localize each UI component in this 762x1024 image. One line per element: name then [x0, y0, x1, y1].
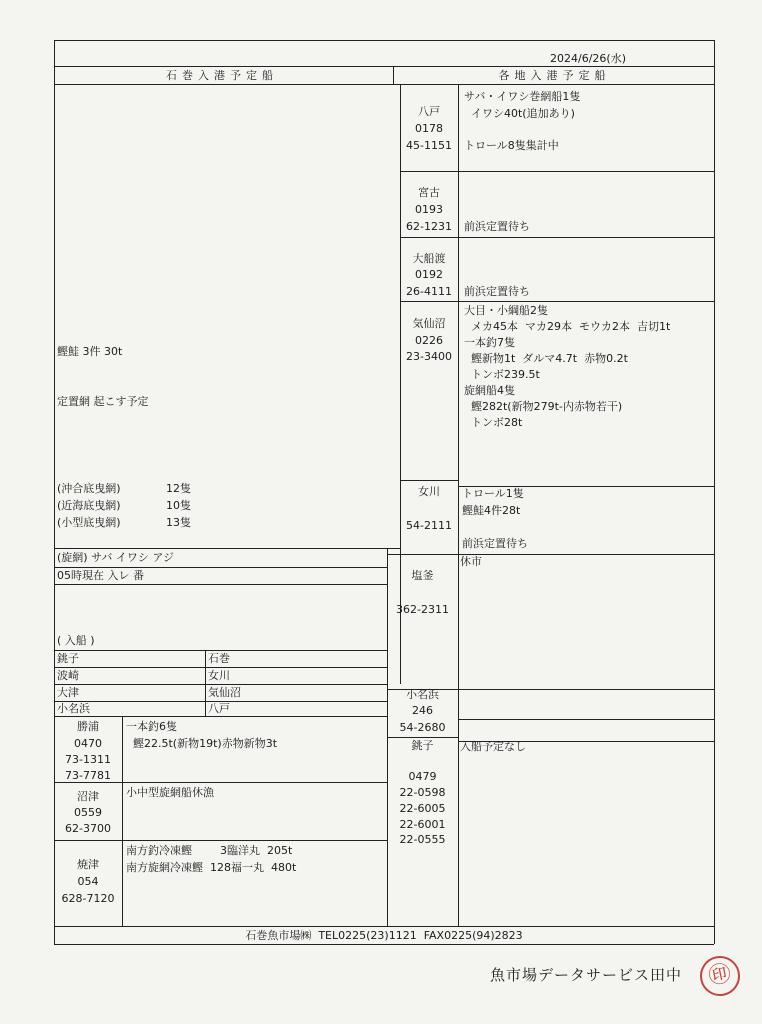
rule: [400, 171, 714, 172]
port-tel: 0479: [408, 770, 437, 783]
port-tel: 0226: [415, 334, 443, 347]
port-tel: 246: [412, 704, 433, 717]
port-tel: 62-3700: [65, 822, 111, 835]
frame-bottom: [54, 944, 714, 945]
nyusen-port: 波崎: [57, 669, 79, 682]
port-tel: 22-0555: [399, 833, 446, 846]
port-tel: 54-2680: [399, 721, 446, 734]
katsuo-line: 鰹鮭 3件 30t: [57, 345, 123, 358]
port-tel: 73-1311: [65, 753, 111, 766]
document-date: 2024/6/26(水): [550, 52, 626, 65]
nyusen-port: 大津: [57, 686, 79, 699]
rule: [54, 840, 387, 841]
catch-line: 大目・小綱船2隻: [464, 304, 548, 317]
catch-line: 鰹282t(新物279t-内赤物若干): [464, 400, 623, 413]
nyusen-port: 小名浜: [57, 702, 90, 715]
port-name: 勝浦: [77, 720, 99, 733]
port-name: 塩釜: [411, 569, 434, 582]
rule: [400, 84, 401, 684]
port-tel: 0559: [74, 806, 102, 819]
rule: [400, 301, 714, 302]
port-tel: 26-4111: [406, 285, 452, 298]
footer-contact: 石巻魚市場㈱ TEL0225(23)1121 FAX0225(94)2823: [245, 929, 523, 942]
port-tel: 54-2111: [406, 519, 452, 532]
catch-line: メカ45本 マカ29本 モウカ2本 吉切1t: [464, 320, 671, 333]
rule: [458, 84, 459, 926]
port-tel: 45-1151: [406, 139, 452, 152]
catch-line: トロール8隻集計中: [464, 139, 559, 152]
senmou-line: (旋網) サバ イワシ アジ: [57, 551, 174, 564]
frame-top: [54, 40, 714, 41]
catch-line: 鰹22.5t(新物19t)赤物新物3t: [126, 737, 278, 750]
catch-line: 小中型旋網船休漁: [126, 786, 214, 799]
catch-line: 鰹新物1t ダルマ4.7t 赤物0.2t: [464, 352, 628, 365]
nyusen-port: 女川: [208, 669, 230, 682]
port-tel: 62-1231: [406, 220, 452, 233]
port-tel: 73-7781: [65, 769, 111, 782]
rule: [393, 66, 394, 84]
rule: [458, 719, 714, 720]
catch-line: トンボ239.5t: [464, 368, 540, 381]
port-tel: 22-0598: [399, 786, 446, 799]
teichi-line: 定置網 起こす予定: [57, 395, 149, 408]
catch-line: 一本釣6隻: [126, 720, 177, 733]
nyusen-port: 銚子: [57, 652, 79, 665]
catch-line: 鰹鮭4件28t: [462, 504, 521, 517]
port-name: 宮古: [418, 186, 440, 199]
port-name: 気仙沼: [412, 317, 446, 330]
catch-line: 前浜定置待ち: [464, 220, 530, 233]
catch-line: 南方旋網冷凍鰹 128福一丸 480t: [126, 861, 297, 874]
catch-line: トロール1隻: [462, 487, 524, 500]
catch-line: 前浜定置待ち: [462, 537, 528, 550]
nyusen-port: 気仙沼: [208, 686, 241, 699]
trawl-label: (近海底曳網): [57, 499, 121, 512]
rule: [54, 84, 714, 85]
catch-line: イワシ40t(追加あり): [464, 107, 575, 120]
port-name: 沼津: [77, 790, 99, 803]
port-name: 八戸: [418, 105, 440, 118]
port-tel: 628-7120: [61, 892, 115, 905]
port-tel: 0470: [74, 737, 102, 750]
nyusen-port: 八戸: [208, 702, 230, 715]
catch-line: 入船予定なし: [460, 740, 526, 753]
time-note: 05時現在 入レ 番: [57, 569, 144, 582]
port-tel: 0192: [415, 268, 443, 281]
port-tel: 0193: [415, 203, 443, 216]
port-tel: 22-6001: [399, 818, 446, 831]
rule: [387, 554, 714, 555]
port-tel: 22-6005: [399, 802, 446, 815]
port-tel: 23-3400: [406, 350, 452, 363]
rule: [54, 584, 387, 585]
catch-line: 一本釣7隻: [464, 336, 515, 349]
rule: [122, 716, 123, 926]
trawl-count: 13隻: [166, 516, 191, 529]
port-name: 女川: [418, 485, 440, 498]
rule: [400, 237, 714, 238]
nyusen-label: ( 入船 ): [57, 634, 95, 647]
port-name: 銚子: [411, 739, 434, 752]
catch-line: トンボ28t: [464, 416, 523, 429]
nyusen-port: 石巻: [208, 652, 230, 665]
port-name: 焼津: [77, 858, 99, 871]
signature: 魚市場データサービス田中: [490, 966, 683, 984]
port-tel: 362-2311: [396, 603, 449, 616]
rule: [400, 480, 458, 481]
left-title: 石巻入港予定船: [166, 69, 278, 82]
port-tel: 054: [77, 875, 99, 888]
catch-line: 休市: [460, 555, 482, 568]
catch-line: 前浜定置待ち: [464, 285, 530, 298]
trawl-count: 12隻: [166, 482, 191, 495]
port-name: 小名浜: [406, 688, 439, 701]
trawl-count: 10隻: [166, 499, 191, 512]
right-title: 各地入港予定船: [498, 69, 611, 82]
catch-line: 南方釣冷凍鰹 3臨洋丸 205t: [126, 844, 293, 857]
frame-right: [714, 40, 715, 944]
port-tel: 0178: [415, 122, 443, 135]
catch-line: 旋網船4隻: [464, 384, 515, 397]
port-name: 大船渡: [412, 252, 446, 265]
catch-line: サバ・イワシ巻網船1隻: [464, 90, 581, 103]
seal-stamp: ㊞: [696, 952, 743, 999]
trawl-label: (小型底曳網): [57, 516, 121, 529]
trawl-label: (沖合底曳網): [57, 482, 121, 495]
rule: [205, 650, 206, 716]
